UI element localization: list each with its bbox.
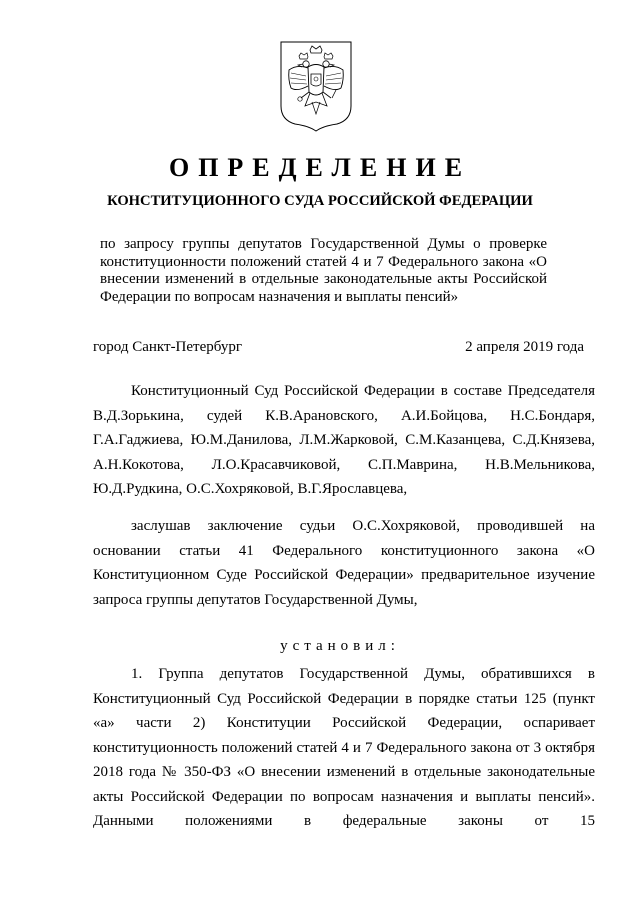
established-heading: установил: (280, 638, 400, 654)
coat-of-arms-icon (279, 40, 353, 132)
date: 2 апреля 2019 года (465, 339, 584, 355)
paragraph-1: 1. Группа депутатов Государственной Думы, обратившихся в Конституционный Суд Российской Федерации в порядке статьи 125 (пункт «а» части 2) Конституции Российской Федерации, оспаривает конституционность положений статей 4 и 7 Федерального закона от 3 октября 2018 года № 350-ФЗ «О внесении изменений в отдельные законодательные акты Российской Федерации по вопросам назначения и выплаты пенсий». Данными положениями в федеральные законы от 15 (93, 666, 595, 829)
place: город Санкт-Петербург (93, 339, 242, 355)
court-name: КОНСТИТУЦИОННОГО СУДА РОССИЙСКОЙ ФЕДЕРАЦИИ (107, 193, 533, 209)
document-title: ОПРЕДЕЛЕНИЕ (168, 153, 472, 182)
hearing-paragraph: заслушав заключение судьи О.С.Хохряковой, проводившей на основании статьи 41 Федерального конституционного закона «О Конституционном Суде Российской Федерации» предварительное изучение запроса группы депутатов Государственной Думы, (93, 518, 595, 608)
intro-paragraph: Конституционный Суд Российской Федерации в составе Председателя В.Д.Зорькина, судей К.В.Арановского, А.И.Бойцова, Н.С.Бондаря, Г.А.Гаджиева, Ю.М.Данилова, Л.М.Жарковой, С.М.Казанцева, С.Д.Князева, А.Н.Кокотова, Л.О.Красавчиковой, С.П.Маврина, Н.В.Мельникова, Ю.Д.Рудкина, О.С.Хохряковой, В.Г.Ярославцева, (93, 383, 595, 497)
document-subject: по запросу группы депутатов Государственной Думы о проверке конституционности положений статей 4 и 7 Федерального закона «О внесении изменений в отдельные законодательные акты Российской Федерации по вопросам назначения и выплаты пенсий» (100, 236, 547, 305)
